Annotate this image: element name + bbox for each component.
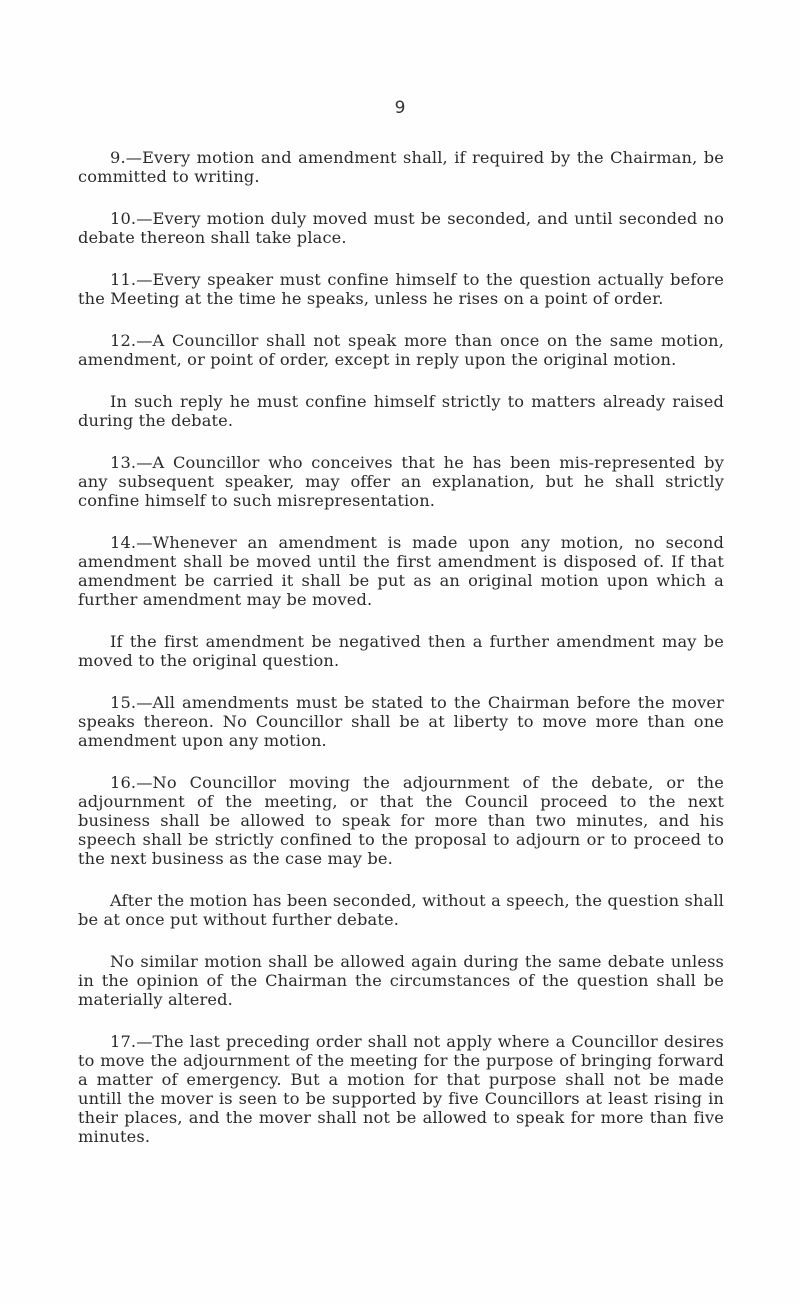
paragraph-order-10: 10.—Every motion duly moved must be seconded, and until seconded no debate thereon shall take place. xyxy=(78,209,724,247)
paragraph-order-16: 16.—No Councillor moving the adjournment of the debate, or the adjournment of the meeting, or that the Council proceed to the next business shall be allowed to speak for more than two minutes, and his speech shall be strictly confined to the proposal to adjourn or to proceed to the next business as the case may be. xyxy=(78,773,724,868)
paragraph-order-12: 12.—A Councillor shall not speak more than once on the same motion, amendment, or point of order, except in reply upon the original motion. xyxy=(78,331,724,369)
page-number: 9 xyxy=(394,98,406,118)
paragraph-order-9: 9.—Every motion and amendment shall, if required by the Chairman, be committed to writing. xyxy=(78,148,724,186)
paragraph-order-13: 13.—A Councillor who conceives that he has been mis-represented by any subsequent speaker, may offer an explanation, but he shall strictly confine himself to such misrepresentation. xyxy=(78,453,724,510)
paragraph-order-14-continued: If the first amendment be negatived then a further amendment may be moved to the original question. xyxy=(78,632,724,670)
paragraph-order-14: 14.—Whenever an amendment is made upon any motion, no second amendment shall be moved until the first amendment is disposed of. If that amendment be carried it shall be put as an original motion upon which a further amendment may be moved. xyxy=(78,533,724,609)
paragraph-order-16-continued-b: No similar motion shall be allowed again during the same debate unless in the opinion of the Chairman the circumstances of the question shall be materially altered. xyxy=(78,952,724,1009)
paragraph-order-16-continued-a: After the motion has been seconded, without a speech, the question shall be at once put without further debate. xyxy=(78,891,724,929)
paragraph-order-11: 11.—Every speaker must confine himself to the question actually before the Meeting at the time he speaks, unless he rises on a point of order. xyxy=(78,270,724,308)
paragraph-order-12-continued: In such reply he must confine himself strictly to matters already raised during the debate. xyxy=(78,392,724,430)
paragraph-order-17: 17.—The last preceding order shall not apply where a Councillor desires to move the adjournment of the meeting for the purpose of bringing forward a matter of emergency. But a motion for that purpose shall not be made untill the mover is seen to be supported by five Councillors at least rising in their places, and the mover shall not be allowed to speak for more than five minutes. xyxy=(78,1032,724,1146)
paragraph-order-15: 15.—All amendments must be stated to the Chairman before the mover speaks thereon. No Councillor shall be at liberty to move more than one amendment upon any motion. xyxy=(78,693,724,750)
standing-orders-text xyxy=(78,148,724,1169)
